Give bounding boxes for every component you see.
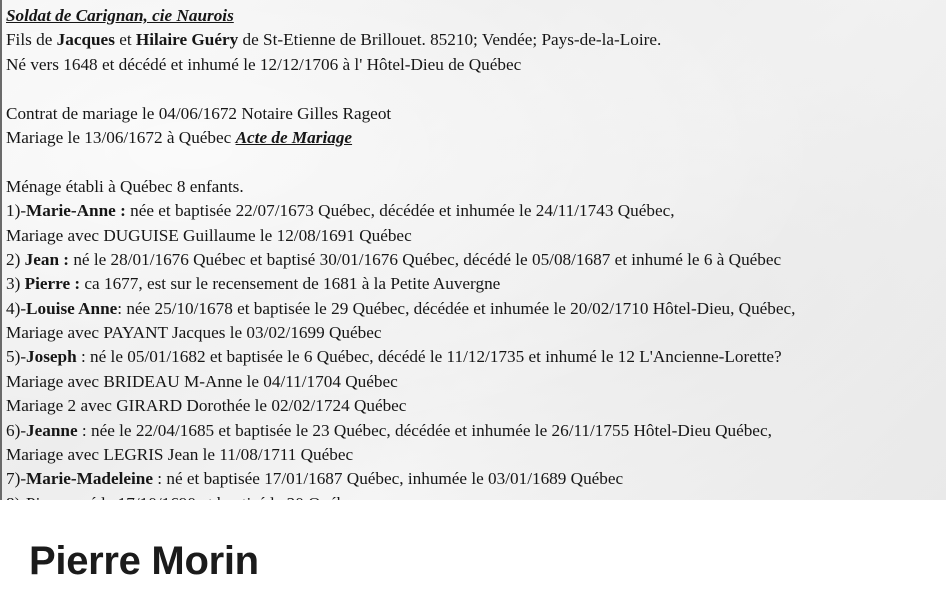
child-number: 7)- [6,469,27,489]
child-name: Joseph [26,347,77,367]
child-details: née et baptisée 22/07/1673 Québec, décédée et inhumée le 24/11/1743 Québec, [125,201,675,221]
parents-prefix: Fils de [6,30,57,50]
child-name: Louise Anne [26,298,118,318]
child-entry [6,345,940,369]
child-entry [6,297,940,321]
birth-death-line: Né vers 1648 et décédé et inhumé le 12/12/1706 à l' Hôtel-Dieu de Québec [6,54,522,74]
child-number: 2) [6,249,25,269]
document-text [6,4,940,516]
child-number: 6)- [6,420,27,440]
child-entry [6,467,940,491]
child-entry [6,272,940,296]
marriage-contract-line: Contrat de mariage le 04/06/1672 Notaire Gilles Rageot [6,103,392,123]
child-details: : né et baptisée 17/01/1687 Québec, inhumée le 03/01/1689 Québec [153,469,624,489]
child-details: : né le 05/01/1682 et baptisée le 6 Québec, décédé le 11/12/1735 et inhumé le 12 L'Ancienne-Lorette? [76,347,782,367]
blank-line [6,77,940,101]
child-marriage-line: Mariage avec BRIDEAU M-Anne le 04/11/1704 Québec [6,371,398,391]
child-details: : née le 22/04/1685 et baptisée le 23 Québec, décédée et inhumée le 26/11/1755 Hôtel-Dieu Québec, [77,420,772,440]
marriage-line [6,126,940,150]
mother-name: Hilaire Guéry [135,30,239,50]
child-number: 5)- [6,347,27,367]
marriage-text: Mariage le 13/06/1672 à Québec [6,127,236,147]
child-name: Pierre : [24,274,81,294]
child-marriage-line: Mariage avec PAYANT Jacques le 03/02/1699 Québec [6,323,382,343]
father-name: Jacques [56,30,115,50]
parents-line [6,28,940,52]
document-heading: Soldat de Carignan, cie Naurois [6,6,234,25]
caption-area [0,500,946,590]
household-line: Ménage établi à Québec 8 enfants. [6,176,244,196]
child-marriage-line: Mariage 2 avec GIRARD Dorothée le 02/02/1724 Québec [6,396,407,416]
child-marriage-line: Mariage avec LEGRIS Jean le 11/08/1711 Québec [6,445,354,465]
child-name: Marie-Anne : [26,201,126,221]
child-name: Jean : [24,249,70,269]
child-entry [6,199,940,223]
marriage-act-link[interactable]: Acte de Mariage [235,127,353,147]
child-details: ca 1677, est sur le recensement de 1681 à la Petite Auvergne [80,274,501,294]
children-list [6,199,940,492]
child-details: : née 25/10/1678 et baptisée le 29 Québec, décédée et inhumée le 20/02/1710 Hôtel-Dieu, Québec, [117,298,796,318]
blank-line [6,150,940,174]
parents-mid: et [114,30,136,50]
child-number: 1)- [6,201,27,221]
child-entry [6,248,940,272]
child-number: 4)- [6,298,27,318]
child-name: Jeanne [26,420,78,440]
child-name: Marie-Madeleine [26,469,153,489]
child-entry [6,419,940,443]
child-marriage-line: Mariage avec DUGUISE Guillaume le 12/08/1691 Québec [6,225,412,245]
ancestor-name-caption: Pierre Morin [29,539,259,583]
child-number: 3) [6,274,25,294]
parents-suffix: de St-Etienne de Brillouet. 85210; Vendée; Pays-de-la-Loire. [238,30,662,50]
child-details: né le 28/01/1676 Québec et baptisé 30/01/1676 Québec, décédé le 05/08/1687 et inhumé le 6 à Québec [69,249,782,269]
